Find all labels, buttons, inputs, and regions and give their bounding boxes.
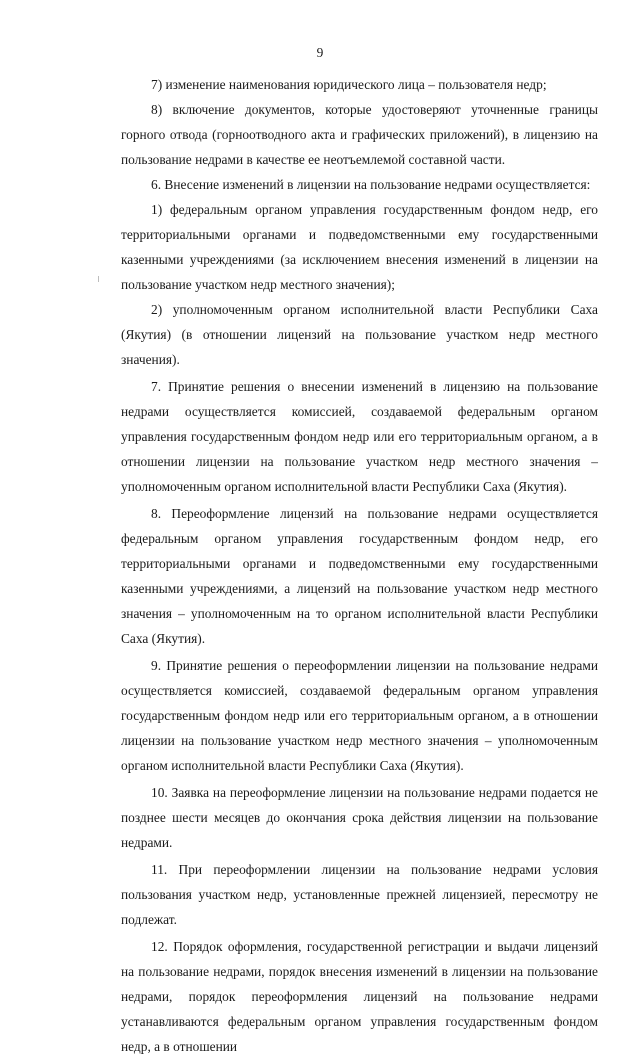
- paragraph-section-12: 12. Порядок оформления, государственной регистрации и выдачи лицензий на пользование недрами, порядок внесения изменений в лицензии на пользование недрами, порядок переоформления лицензий на пользование недрами устанавливаются федеральным органом управления государственным фондом недр, а в отношении: [121, 939, 598, 1054]
- document-body: [121, 72, 598, 1059]
- paragraph-section-10: 10. Заявка на переоформление лицензии на пользование недрами подается не позднее шести месяцев до окончания срока действия лицензии на пользование недрами.: [121, 785, 598, 850]
- paragraph-section-7: 7. Принятие решения о внесении изменений в лицензию на пользование недрами осуществляется комиссией, создаваемой федеральным органом управления государственным фондом недр или его территориальным органом, а в отношении лицензии на пользование участком недр местного значения – уполномоченным органом исполнительной власти Республики Саха (Якутия).: [121, 379, 598, 494]
- paragraph-section-8: 8. Переоформление лицензий на пользование недрами осуществляется федеральным органом управления государственным фондом недр, его территориальными органами и подведомственными ему государственными казенными учреждениями, а лицензий на пользование участком недр местного значения – уполномоченным на то органом исполнительной власти Республики Саха (Якутия).: [121, 506, 598, 646]
- page-number: 9: [316, 45, 324, 60]
- margin-mark: [98, 276, 99, 282]
- paragraph-section-6: 6. Внесение изменений в лицензии на пользование недрами осуществляется:: [151, 177, 591, 192]
- paragraph-section-11: 11. При переоформлении лицензии на пользование недрами условия пользования участком недр, установленные прежней лицензией, пересмотру не подлежат.: [121, 862, 598, 927]
- paragraph-item-8: 8) включение документов, которые удостоверяют уточненные границы горного отвода (горноотводного акта и графических приложений), в лицензию на пользование недрами в качестве ее неотъемлемой составной части.: [121, 102, 598, 167]
- paragraph-item-7: 7) изменение наименования юридического лица – пользователя недр;: [151, 77, 547, 92]
- paragraph-section-9: 9. Принятие решения о переоформлении лицензии на пользование недрами осуществляется комиссией, создаваемой федеральным органом управления государственным фондом недр или его территориальным органом, а в отношении лицензии на пользование участком недр местного значения – уполномоченным органом исполнительной власти Республики Саха (Якутия).: [121, 658, 598, 773]
- paragraph-section-6-item-2: 2) уполномоченным органом исполнительной власти Республики Саха (Якутия) (в отношении лицензий на пользование участком недр местного значения).: [121, 302, 598, 367]
- paragraph-section-6-item-1: 1) федеральным органом управления государственным фондом недр, его территориальными органами и подведомственными ему государственными казенными учреждениями (за исключением внесения изменений в лицензии на пользование участком недр местного значения);: [121, 202, 598, 292]
